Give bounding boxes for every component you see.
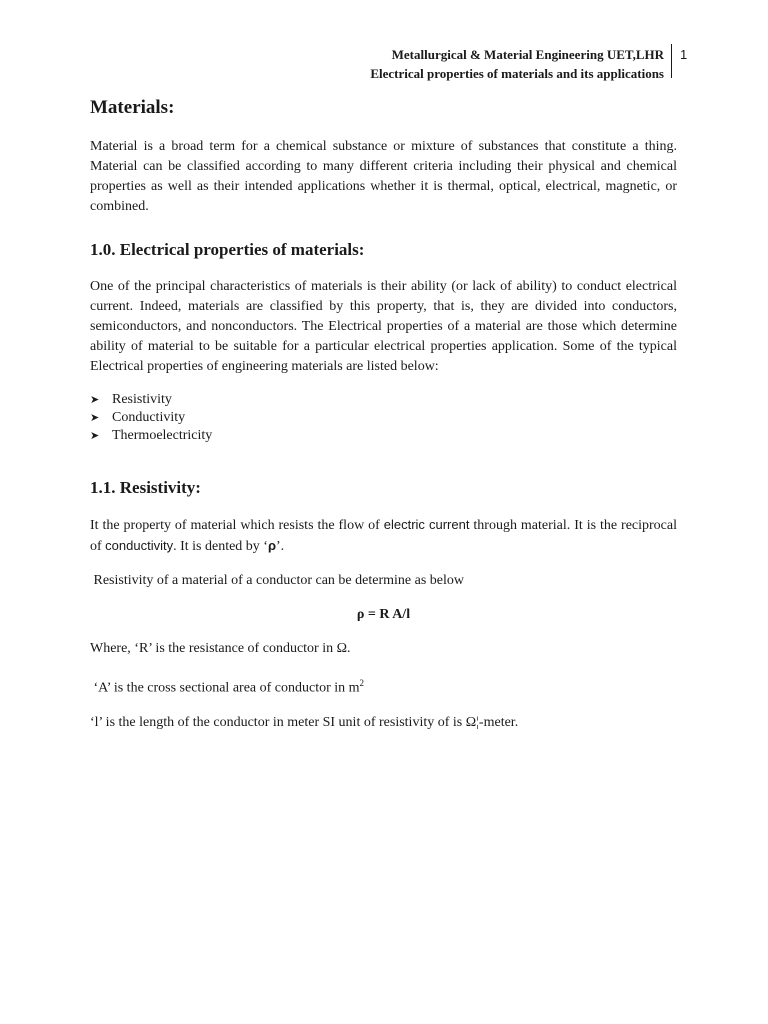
arrow-right-icon: ➤ — [90, 429, 100, 442]
list-item — [90, 391, 677, 409]
list-item-label: Thermoelectricity — [112, 428, 213, 443]
arrow-right-icon: ➤ — [90, 411, 100, 424]
where-a-line — [90, 673, 677, 699]
term-conductivity: conductivity — [105, 538, 174, 553]
resistivity-heading: 1.1. Resistivity: — [90, 478, 201, 497]
arrow-right-icon: ➤ — [90, 393, 100, 406]
superscript: 2 — [359, 678, 365, 688]
text-run: . It is dented by ‘ — [173, 539, 268, 554]
properties-list — [90, 391, 677, 445]
header-title: Metallurgical & Material Engineering UET,LHR — [391, 47, 664, 62]
resistivity-definition — [90, 515, 677, 557]
list-item — [90, 409, 677, 427]
term-electric-current: electric current — [383, 517, 470, 532]
materials-heading: Materials: — [90, 97, 175, 118]
page-header — [370, 45, 664, 83]
where-r-line: Where, ‘R’ is the resistance of conductor in Ω. — [90, 641, 351, 656]
where-a-text: ‘A’ is the cross sectional area of conductor in m — [90, 680, 360, 696]
where-l-line: ‘l’ is the length of the conductor in meter SI unit of resistivity of is Ω¦-meter. — [90, 714, 519, 730]
header-subtitle: Electrical properties of materials and its applications — [370, 66, 664, 81]
resistivity-intro: Resistivity of a material of a conductor can be determine as below — [90, 573, 464, 588]
resistivity-formula: ρ = R A/l — [356, 607, 411, 622]
text-run: through material. It is the reciprocal of — [90, 518, 677, 554]
document-body — [90, 95, 677, 747]
list-item-label: Resistivity — [112, 392, 172, 407]
text-run: ’. — [276, 539, 285, 554]
list-item — [90, 427, 677, 445]
header-divider — [671, 44, 672, 78]
list-item-label: Conductivity — [112, 410, 186, 425]
page-number: 1 — [680, 47, 688, 62]
materials-paragraph: Material is a broad term for a chemical substance or mixture of substances that constitute a thing. Material can be classified according to many different criteria including their physical and chemical properties as well as their intended applications whether it is thermal, optical, electrical, magnetic, or combined. — [90, 139, 677, 214]
electrical-properties-heading: 1.0. Electrical properties of materials: — [90, 240, 365, 259]
electrical-properties-paragraph: One of the principal characteristics of materials is their ability (or lack of ability) to conduct electrical current. Indeed, materials are classified by this property, that is, they are divided into conductors, semiconductors, and nonconductors. The Electrical properties of a material are those which determine ability of material to be suitable for a particular electrical properties application. Some of the typical Electrical properties of engineering materials are listed below: — [90, 279, 677, 374]
text-run: It the property of material which resists the flow of — [90, 518, 384, 533]
rho-symbol: ρ — [267, 538, 277, 553]
